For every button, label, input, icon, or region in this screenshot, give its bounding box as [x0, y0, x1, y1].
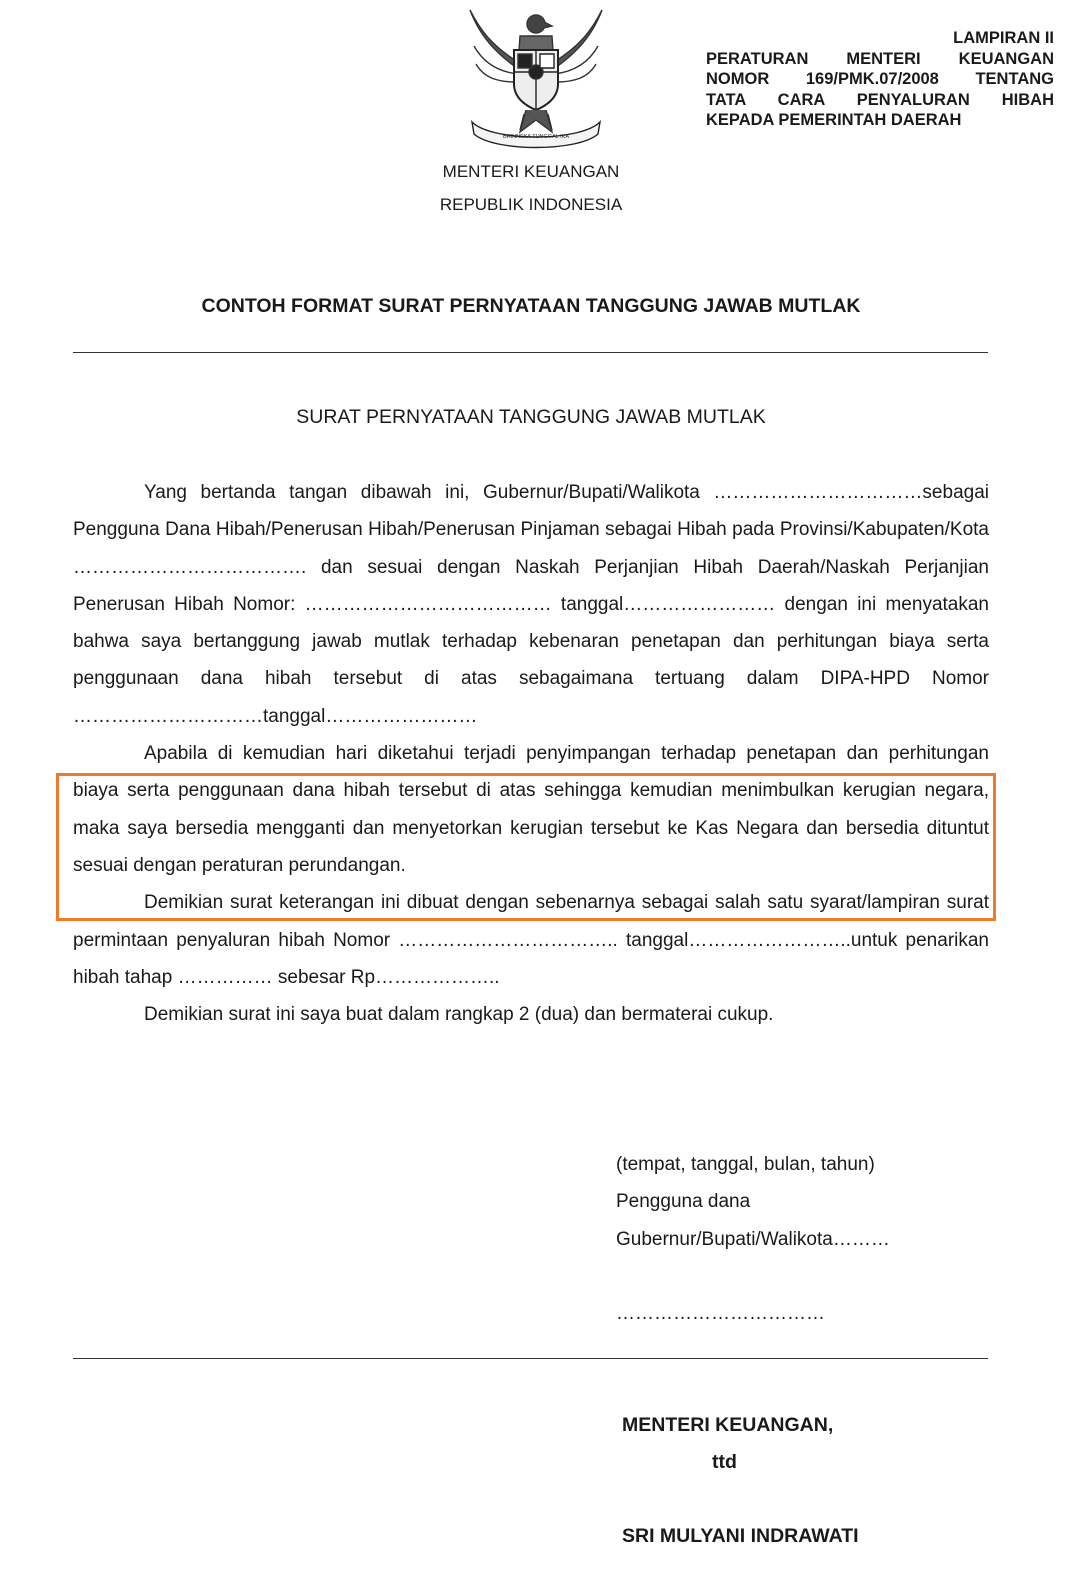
ministry-name: MENTERI KEUANGAN	[442, 162, 620, 181]
signature-place-date: (tempat, tanggal, bulan, tahun)	[616, 1154, 875, 1175]
paragraph-liability: Apabila di kemudian hari diketahui terjadi penyimpangan terhadap penetapan dan perhitungan biaya serta penggunaan dana hibah tersebut di atas sehingga kemudian menimbulkan kerugian negara, maka saya bersedia mengganti dan menyetorkan kerugian tersebut ke Kas Negara dan bersedia dituntut sesuai dengan peraturan perundangan.	[73, 743, 989, 876]
ministry-country: REPUBLIK INDONESIA	[439, 195, 623, 214]
letter-body	[73, 474, 989, 1033]
divider-bottom	[73, 1358, 988, 1359]
document-title: CONTOH FORMAT SURAT PERNYATAAN TANGGUNG JAWAB MUTLAK	[201, 295, 861, 317]
emblem-motto: BHINNEKA TUNGGAL IKA	[502, 134, 570, 140]
signature-block	[616, 1146, 996, 1332]
divider-top	[73, 352, 988, 353]
header-number-line: NOMOR 169/PMK.07/2008 TENTANG	[706, 70, 1054, 88]
paragraph-purpose: Demikian surat keterangan ini dibuat dengan sebenarnya sebagai salah satu syarat/lampiran surat permintaan penyaluran hibah Nomor …………………………….. tanggal……………………..untuk penarikan hibah tahap …………… sebesar Rp………………..	[73, 892, 989, 988]
closing-ttd: ttd	[712, 1451, 737, 1473]
highlight-box	[56, 773, 996, 921]
lampiran-header	[706, 28, 1054, 131]
lampiran-label: LAMPIRAN II	[953, 29, 1054, 47]
header-subject-line-2: KEPADA PEMERINTAH DAERAH	[706, 111, 962, 129]
signature-office: Gubernur/Bupati/Walikota………	[616, 1228, 890, 1250]
closing-office: MENTERI KEUANGAN,	[622, 1414, 834, 1436]
paragraph-closing: Demikian surat ini saya buat dalam rangkap 2 (dua) dan bermaterai cukup.	[144, 1004, 774, 1026]
header-regulation-line: PERATURAN MENTERI KEUANGAN	[706, 49, 1054, 68]
letter-title: SURAT PERNYATAAN TANGGUNG JAWAB MUTLAK	[296, 406, 766, 428]
header-subject-line: TATA CARA PENYALURAN HIBAH	[706, 90, 1054, 109]
garuda-emblem-icon	[462, 2, 610, 152]
paragraph-declaration: Yang bertanda tangan dibawah ini, Gubernur/Bupati/Walikota ……………………………sebagai Pengguna Dana Hibah/Penerusan Hibah/Penerusan Pinjaman sebagai Hibah pada Provinsi/Kabupaten/Kota ………………………………. dan sesuai dengan Naskah Perjanjian Hibah Daerah/Naskah Perjanjian Penerusan Hibah Nomor: ………………………………… tanggal…………………… dengan ini menyatakan bahwa saya bertanggung jawab mutlak terhadap kebenaran penetapan dan perhitungan biaya serta penggunaan dana hibah tersebut di atas sebagaimana tertuang dalam DIPA-HPD Nomor …………………………tanggal……………………	[73, 482, 989, 727]
closing-name: SRI MULYANI INDRAWATI	[622, 1525, 859, 1547]
signature-name-blank: ……………………………	[616, 1302, 825, 1324]
signature-role: Pengguna dana	[616, 1191, 751, 1213]
